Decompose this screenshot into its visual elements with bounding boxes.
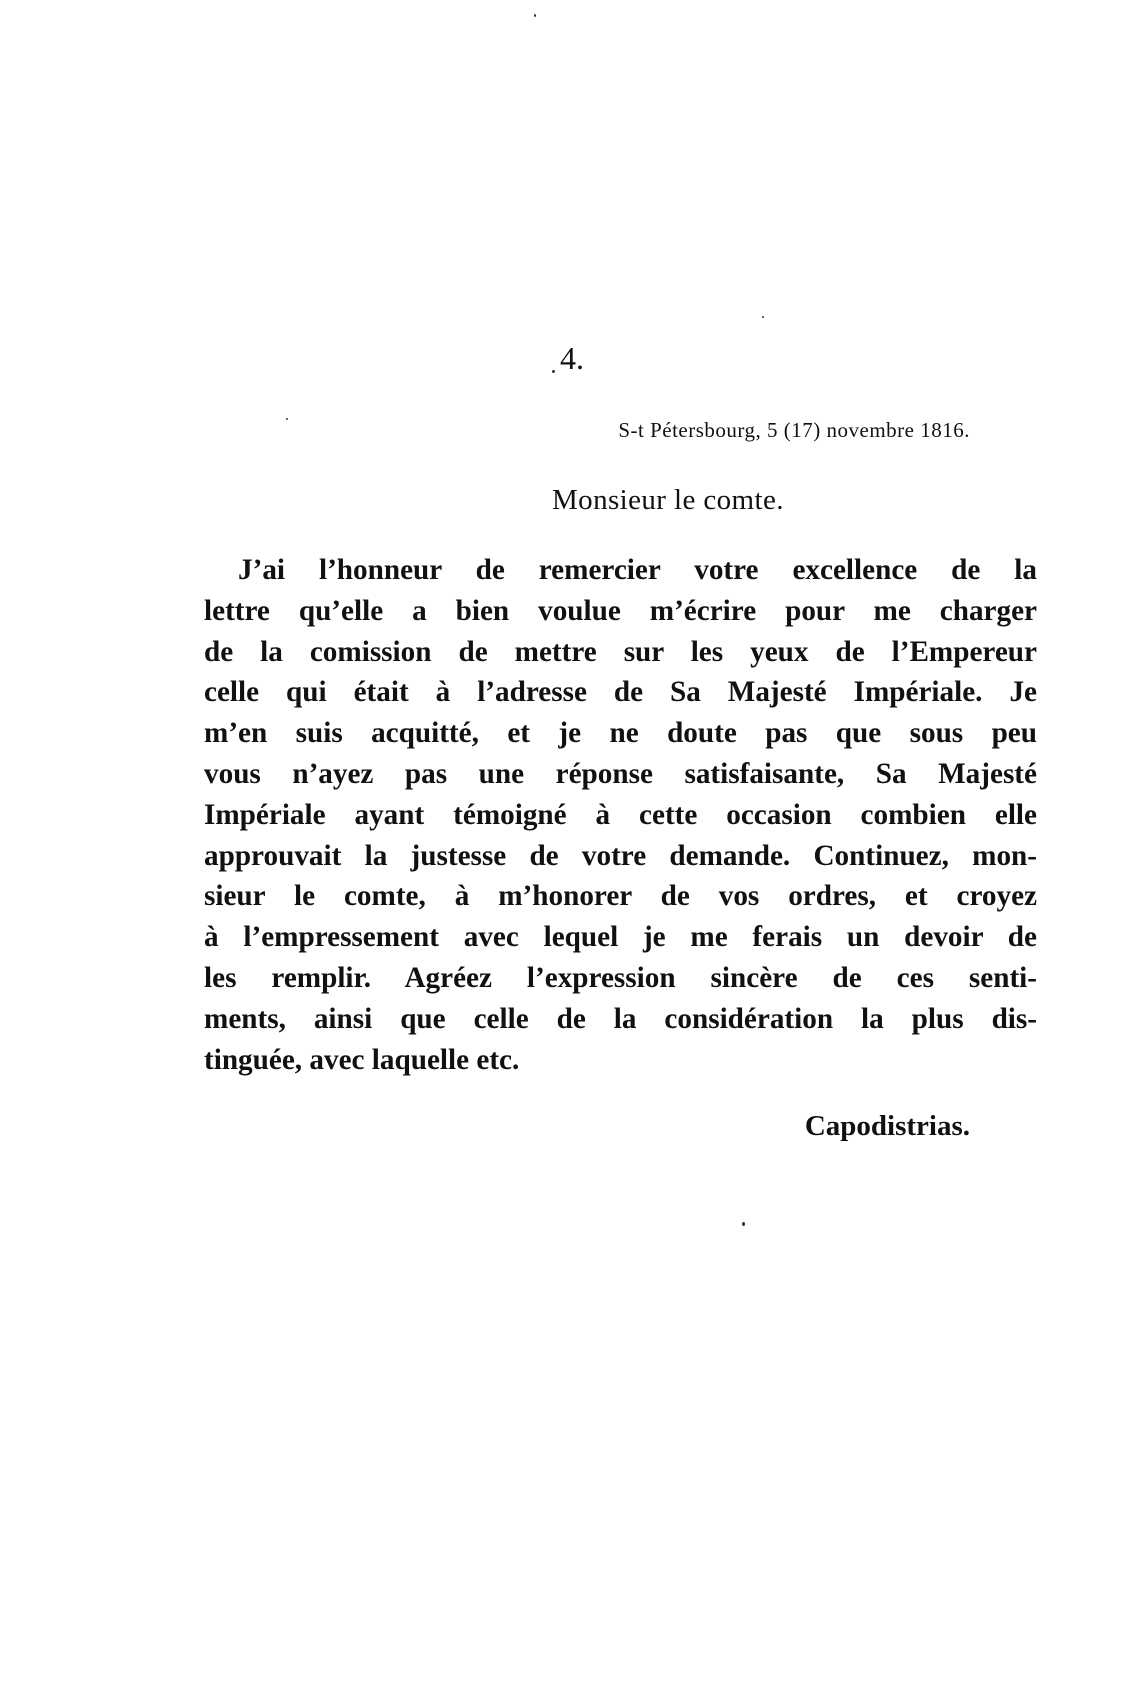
body-line: de la comission de mettre sur les yeux de l’Empereur	[204, 635, 1037, 668]
letter-body	[204, 550, 1037, 1080]
body-line: m’en suis acquitté, et je ne doute pas que sous peu	[204, 717, 1037, 750]
letter-number: 4.	[560, 340, 584, 376]
signature: Capodistrias.	[804, 1110, 970, 1142]
body-line: celle qui était à l’adresse de Sa Majesté Impériale. Je	[204, 676, 1037, 709]
body-line: tinguée, avec laquelle etc.	[204, 1043, 520, 1076]
body-line: ments, ainsi que celle de la considération la plus dis-	[204, 1002, 1037, 1035]
body-line: Impériale ayant témoigné à cette occasion combien elle	[204, 798, 1037, 831]
scan-speck	[742, 1222, 745, 1226]
body-line: lettre qu’elle a bien voulue m’écrire pour me charger	[204, 594, 1037, 627]
body-line: approuvait la justesse de votre demande. Continuez, mon-	[204, 839, 1037, 872]
scan-speck	[534, 14, 536, 17]
dateline: S-t Pétersbourg, 5 (17) novembre 1816.	[618, 418, 970, 442]
body-line: J’ai l’honneur de remercier votre excellence de la	[238, 554, 1037, 586]
body-line: sieur le comte, à m’honorer de vos ordres, et croyez	[204, 880, 1037, 913]
body-line: les remplir. Agréez l’expression sincère de ces senti-	[204, 961, 1037, 994]
body-line: à l’empressement avec lequel je me ferais un devoir de	[204, 921, 1037, 954]
scan-speck	[286, 418, 288, 420]
body-line: vous n’ayez pas une réponse satisfaisante, Sa Majesté	[204, 757, 1037, 790]
salutation: Monsieur le comte.	[552, 484, 784, 516]
scan-speck	[762, 316, 764, 318]
scan-speck	[552, 370, 555, 373]
